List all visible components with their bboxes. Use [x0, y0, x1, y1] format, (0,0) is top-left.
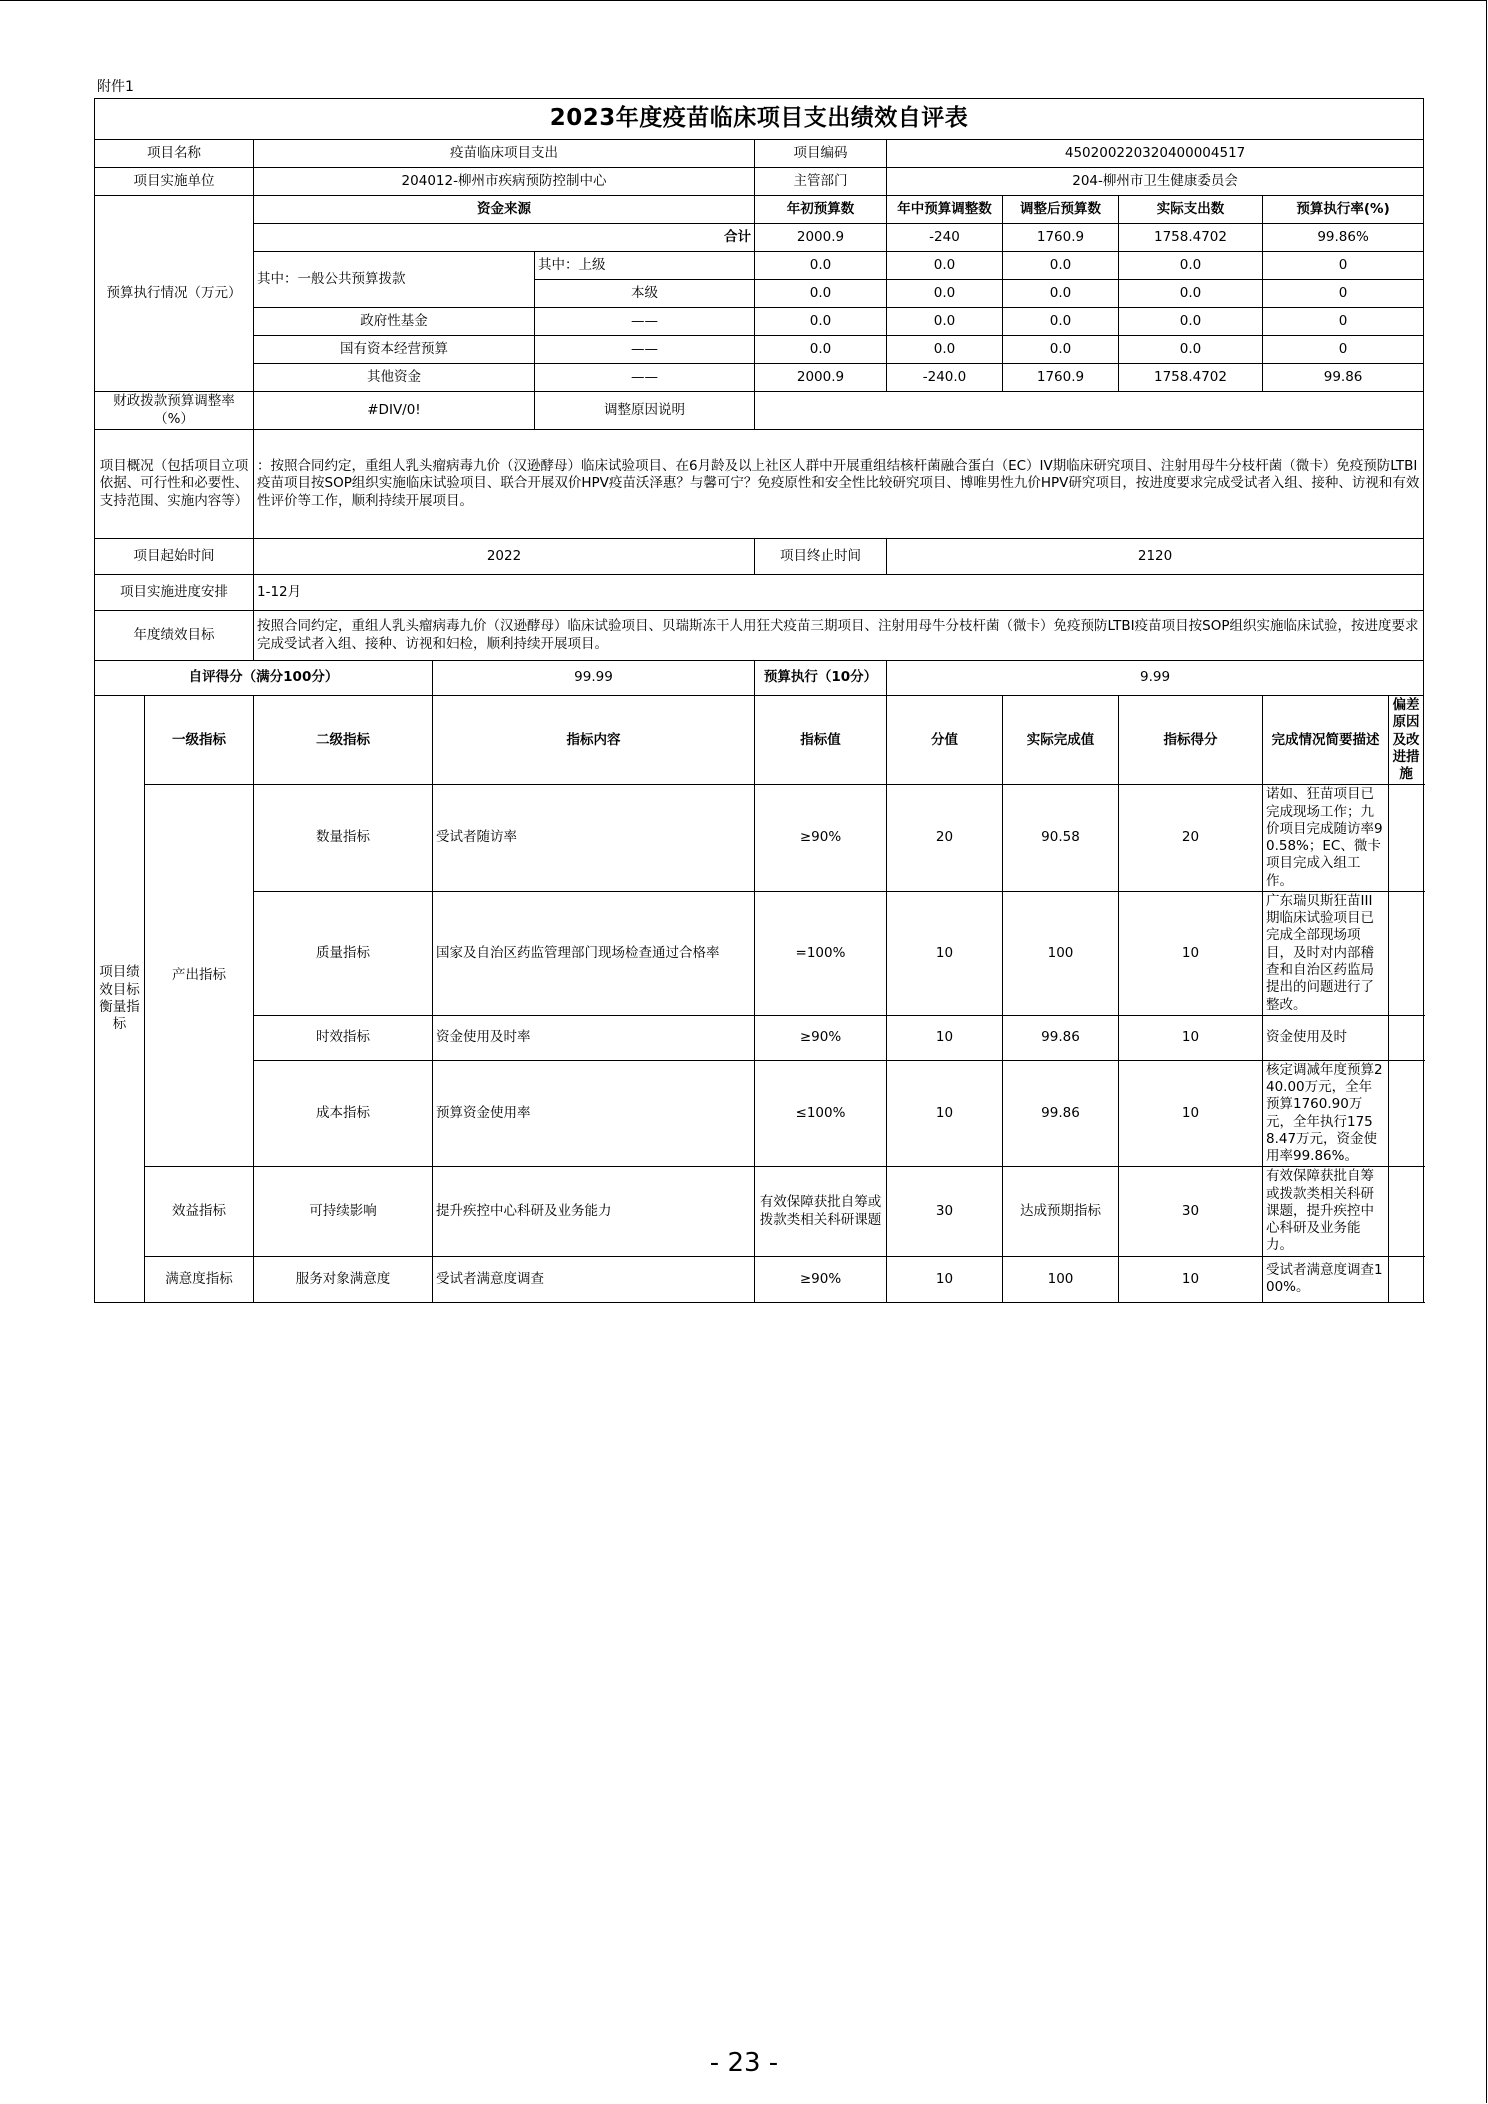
budget-cell: 0.0	[887, 308, 1003, 336]
budget-cell: 1758.4702	[1119, 364, 1263, 392]
budget-dash: ——	[535, 364, 755, 392]
indicator-header: 指标内容	[433, 696, 755, 785]
project-code: 450200220320400004517	[887, 140, 1424, 168]
project-name-label: 项目名称	[95, 140, 254, 168]
budget-cell: 0	[1263, 308, 1424, 336]
budget-cell: 0.0	[755, 336, 887, 364]
page-number: - 23 -	[709, 2048, 779, 2078]
reason-cell	[1389, 1167, 1424, 1256]
indicator-header: 实际完成值	[1003, 696, 1119, 785]
content-cell: 受试者随访率	[433, 785, 755, 892]
budget-section-label: 预算执行情况（万元）	[95, 196, 254, 392]
target-cell: 有效保障获批自筹或拨款类相关科研课题	[755, 1167, 887, 1256]
budget-cell: 99.86%	[1263, 224, 1424, 252]
budget-exec-value: 9.99	[887, 661, 1424, 696]
adjust-reason-value	[755, 392, 1424, 430]
budget-cell: 0	[1263, 252, 1424, 280]
indicator-header: 指标得分	[1119, 696, 1263, 785]
indicator-header: 完成情况简要描述	[1263, 696, 1389, 785]
target-cell: ≥90%	[755, 1256, 887, 1302]
overview-row	[95, 430, 1424, 539]
budget-header: 年初预算数	[755, 196, 887, 224]
schedule-label: 项目实施进度安排	[95, 575, 254, 611]
actual-cell: 90.58	[1003, 785, 1119, 892]
budget-cell: 0.0	[1119, 280, 1263, 308]
actual-cell: 100	[1003, 891, 1119, 1015]
indicator-side-label: 项目绩效目标衡量指标	[95, 696, 145, 1303]
indicator-row	[95, 1015, 1424, 1060]
project-name: 疫苗临床项目支出	[254, 140, 755, 168]
adjust-row	[95, 392, 1424, 430]
desc-cell: 诺如、狂苗项目已完成现场工作；九价项目完成随访率90.58%；EC、微卡项目完成入组工作。	[1263, 785, 1389, 892]
adjust-rate-value: #DIV/0!	[254, 392, 535, 430]
target-cell: ≥90%	[755, 785, 887, 892]
budget-cell: 0.0	[887, 280, 1003, 308]
reason-cell	[1389, 1015, 1424, 1060]
attachment-label: 附件1	[97, 79, 134, 95]
budget-cell: 0.0	[1003, 252, 1119, 280]
lvl2-cell: 数量指标	[254, 785, 433, 892]
schedule-row	[95, 575, 1424, 611]
reason-cell	[1389, 785, 1424, 892]
budget-cell: 1758.4702	[1119, 224, 1263, 252]
indicator-header: 二级指标	[254, 696, 433, 785]
budget-cell: 0.0	[755, 252, 887, 280]
budget-cell: 0.0	[755, 280, 887, 308]
got-cell: 10	[1119, 891, 1263, 1015]
budget-dash: ——	[535, 308, 755, 336]
benefit-label: 效益指标	[145, 1167, 254, 1256]
budget-cell: -240.0	[887, 364, 1003, 392]
budget-cell: 0	[1263, 336, 1424, 364]
lvl2-cell: 时效指标	[254, 1015, 433, 1060]
budget-cell: 0.0	[1119, 308, 1263, 336]
end-label: 项目终止时间	[755, 539, 887, 575]
desc-cell: 核定调减年度预算240.00万元，全年预算1760.90万元，全年执行1758.47万元，资金使用率99.86%。	[1263, 1060, 1389, 1167]
got-cell: 20	[1119, 785, 1263, 892]
lvl2-cell: 质量指标	[254, 891, 433, 1015]
budget-total-label: 合计	[254, 224, 755, 252]
indicator-header: 偏差原因及改进措施	[1389, 696, 1424, 785]
budget-row-upper	[95, 252, 1424, 280]
budget-cell: 0.0	[755, 308, 887, 336]
target-cell: =100%	[755, 891, 887, 1015]
reason-cell	[1389, 1256, 1424, 1302]
budget-other-label: 其他资金	[254, 364, 535, 392]
budget-cell: 0.0	[1003, 308, 1119, 336]
budget-header: 调整后预算数	[1003, 196, 1119, 224]
content-cell: 资金使用及时率	[433, 1015, 755, 1060]
lvl2-cell: 成本指标	[254, 1060, 433, 1167]
self-score-label: 自评得分（满分100分）	[95, 661, 433, 696]
score-cell: 10	[887, 1256, 1003, 1302]
content-cell: 国家及自治区药监管理部门现场检查通过合格率	[433, 891, 755, 1015]
performance-table	[94, 98, 1424, 1303]
self-score-value: 99.99	[433, 661, 755, 696]
budget-header: 资金来源	[254, 196, 755, 224]
budget-row-state-capital	[95, 336, 1424, 364]
budget-row-gov-fund	[95, 308, 1424, 336]
annual-goal-text: 按照合同约定，重组人乳头瘤病毒九价（汉逊酵母）临床试验项目、贝瑞斯冻干人用狂犬疫苗三期项目、注射用母牛分枝杆菌（微卡）免疫预防LTBI疫苗项目按SOP组织实施临床试验，按进度要求完成受试者入组、接种、访视和妇检，顺利持续开展项目。	[254, 611, 1424, 661]
score-cell: 10	[887, 1015, 1003, 1060]
content-cell: 预算资金使用率	[433, 1060, 755, 1167]
got-cell: 10	[1119, 1015, 1263, 1060]
budget-general-label: 其中：一般公共预算拨款	[254, 252, 535, 308]
budget-cell: 0.0	[887, 252, 1003, 280]
score-cell: 30	[887, 1167, 1003, 1256]
schedule-value: 1-12月	[254, 575, 1424, 611]
indicator-row	[95, 785, 1424, 892]
got-cell: 10	[1119, 1060, 1263, 1167]
row-project-name	[95, 140, 1424, 168]
budget-header: 预算执行率(%)	[1263, 196, 1424, 224]
dept-label: 主管部门	[755, 168, 887, 196]
annual-goal-label: 年度绩效目标	[95, 611, 254, 661]
budget-cell: 0.0	[1003, 336, 1119, 364]
overview-text: ：按照合同约定，重组人乳头瘤病毒九价（汉逊酵母）临床试验项目、在6月龄及以上社区人群中开展重组结核杆菌融合蛋白（EC）IV期临床研究项目、注射用母牛分枝杆菌（微卡）免疫预防LTBI疫苗项目按SOP组织实施临床试验项目、联合开展双价HPV疫苗沃泽惠？与馨可宁？免疫原性和安全性比较研究项目、博唯男性九价HPV研究项目，按进度要求完成受试者入组、接种、访视和有效性评价等工作，顺利持续开展项目。	[254, 430, 1424, 539]
indicator-header: 指标值	[755, 696, 887, 785]
row-unit	[95, 168, 1424, 196]
score-cell: 20	[887, 785, 1003, 892]
actual-cell: 100	[1003, 1256, 1119, 1302]
budget-cell: -240	[887, 224, 1003, 252]
budget-cell: 1760.9	[1003, 364, 1119, 392]
indicator-row	[95, 1256, 1424, 1302]
budget-state-capital-label: 国有资本经营预算	[254, 336, 535, 364]
score-cell: 10	[887, 1060, 1003, 1167]
end-value: 2120	[887, 539, 1424, 575]
desc-cell: 受试者满意度调查100%。	[1263, 1256, 1389, 1302]
budget-upper-label: 其中：上级	[535, 252, 755, 280]
unit-label: 项目实施单位	[95, 168, 254, 196]
budget-cell: 0.0	[1003, 280, 1119, 308]
budget-header-row	[95, 196, 1424, 224]
unit-value: 204012-柳州市疾病预防控制中心	[254, 168, 755, 196]
score-cell: 10	[887, 891, 1003, 1015]
actual-cell: 99.86	[1003, 1060, 1119, 1167]
budget-row-other	[95, 364, 1424, 392]
reason-cell	[1389, 1060, 1424, 1167]
budget-cell: 99.86	[1263, 364, 1424, 392]
target-cell: ≤100%	[755, 1060, 887, 1167]
adjust-reason-label: 调整原因说明	[535, 392, 755, 430]
output-label: 产出指标	[145, 785, 254, 1167]
start-value: 2022	[254, 539, 755, 575]
budget-cell: 0.0	[887, 336, 1003, 364]
budget-header: 实际支出数	[1119, 196, 1263, 224]
start-label: 项目起始时间	[95, 539, 254, 575]
budget-cell: 0.0	[1119, 252, 1263, 280]
got-cell: 10	[1119, 1256, 1263, 1302]
budget-cell: 2000.9	[755, 364, 887, 392]
content-cell: 提升疾控中心科研及业务能力	[433, 1167, 755, 1256]
budget-header: 年中预算调整数	[887, 196, 1003, 224]
budget-local-label: 本级	[535, 280, 755, 308]
target-cell: ≥90%	[755, 1015, 887, 1060]
budget-cell: 0	[1263, 280, 1424, 308]
budget-exec-label: 预算执行（10分）	[755, 661, 887, 696]
desc-cell: 广东瑞贝斯狂苗III期临床试验项目已完成全部现场项目，及时对内部稽查和自治区药监局提出的问题进行了整改。	[1263, 891, 1389, 1015]
time-row	[95, 539, 1424, 575]
table-title: 2023年度疫苗临床项目支出绩效自评表	[95, 99, 1424, 140]
dept-value: 204-柳州市卫生健康委员会	[887, 168, 1424, 196]
annual-goal-row	[95, 611, 1424, 661]
content-cell: 受试者满意度调查	[433, 1256, 755, 1302]
project-code-label: 项目编码	[755, 140, 887, 168]
budget-dash: ——	[535, 336, 755, 364]
indicator-row	[95, 1060, 1424, 1167]
actual-cell: 达成预期指标	[1003, 1167, 1119, 1256]
budget-cell: 0.0	[1119, 336, 1263, 364]
reason-cell	[1389, 891, 1424, 1015]
adjust-rate-label: 财政拨款预算调整率（%）	[95, 392, 254, 430]
indicator-header-row	[95, 696, 1424, 785]
desc-cell: 有效保障获批自筹或拨款类相关科研课题，提升疾控中心科研及业务能力。	[1263, 1167, 1389, 1256]
budget-row-total	[95, 224, 1424, 252]
overview-label: 项目概况（包括项目立项依据、可行性和必要性、支持范围、实施内容等）	[95, 430, 254, 539]
budget-cell: 2000.9	[755, 224, 887, 252]
lvl2-cell: 服务对象满意度	[254, 1256, 433, 1302]
actual-cell: 99.86	[1003, 1015, 1119, 1060]
got-cell: 30	[1119, 1167, 1263, 1256]
satisfaction-label: 满意度指标	[145, 1256, 254, 1302]
indicator-header: 分值	[887, 696, 1003, 785]
indicator-row	[95, 1167, 1424, 1256]
indicator-header: 一级指标	[145, 696, 254, 785]
budget-gov-fund-label: 政府性基金	[254, 308, 535, 336]
score-row	[95, 661, 1424, 696]
desc-cell: 资金使用及时	[1263, 1015, 1389, 1060]
lvl2-cell: 可持续影响	[254, 1167, 433, 1256]
indicator-row	[95, 891, 1424, 1015]
budget-cell: 1760.9	[1003, 224, 1119, 252]
